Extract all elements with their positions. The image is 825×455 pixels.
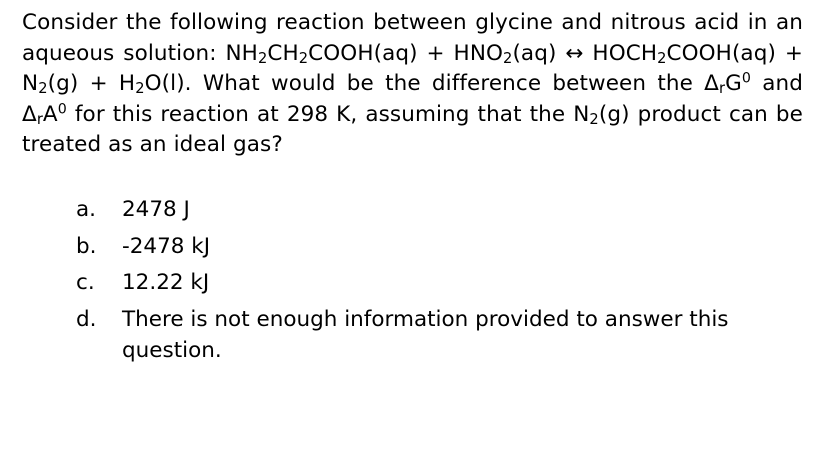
superscript: 0 [741,70,751,87]
choice-text: 2478 J [122,196,190,222]
subscript: 2 [298,49,309,67]
question-part-13: (g) product can be treated as an ideal gas? [22,101,803,158]
choice-c[interactable] [76,268,803,299]
choice-letter: a. [76,196,97,222]
choice-b[interactable] [76,232,803,263]
subscript: 2 [503,49,513,67]
choice-text: -2478 kJ [122,233,211,259]
choice-a[interactable] [76,195,803,226]
question-part-3: COOH(aq) + HNO [308,40,504,66]
question-part-9: G [725,71,742,97]
question-part-5: HOCH [583,40,658,66]
superscript: 0 [57,101,67,118]
question-part-2: CH [267,40,299,66]
question-part-12: for this reaction at 298 K, assuming that the N [66,101,590,127]
subscript: r [718,80,726,98]
choice-d[interactable] [76,305,803,367]
choice-text: There is not enough information provided to answer this question. [122,307,729,364]
question-text [22,8,803,161]
subscript: 2 [657,49,667,67]
question-part-11: A [42,101,58,127]
subscript: r [36,110,43,128]
question-part-7: (g) + H [47,71,136,97]
answer-choices [22,195,803,368]
choice-letter: b. [76,233,97,259]
choice-text: 12.22 kJ [122,270,210,296]
subscript: 2 [38,80,48,98]
subscript: 2 [135,80,145,98]
question-part-1: Consider the following reaction between glycine and nitrous acid in an aqueous solution: NH [22,10,803,66]
choice-letter: d. [76,307,97,333]
question-part-8: O(l). What would be the difference between the Δ [144,71,719,97]
question-part-6: COOH(aq) + N [22,40,803,97]
equilibrium-arrow-icon: ↔ [565,40,584,66]
choice-letter: c. [76,270,95,296]
question-part-10: and Δ [22,71,803,127]
subscript: 2 [257,49,268,67]
question-part-4: (aq) [512,40,566,66]
subscript: 2 [589,110,599,128]
